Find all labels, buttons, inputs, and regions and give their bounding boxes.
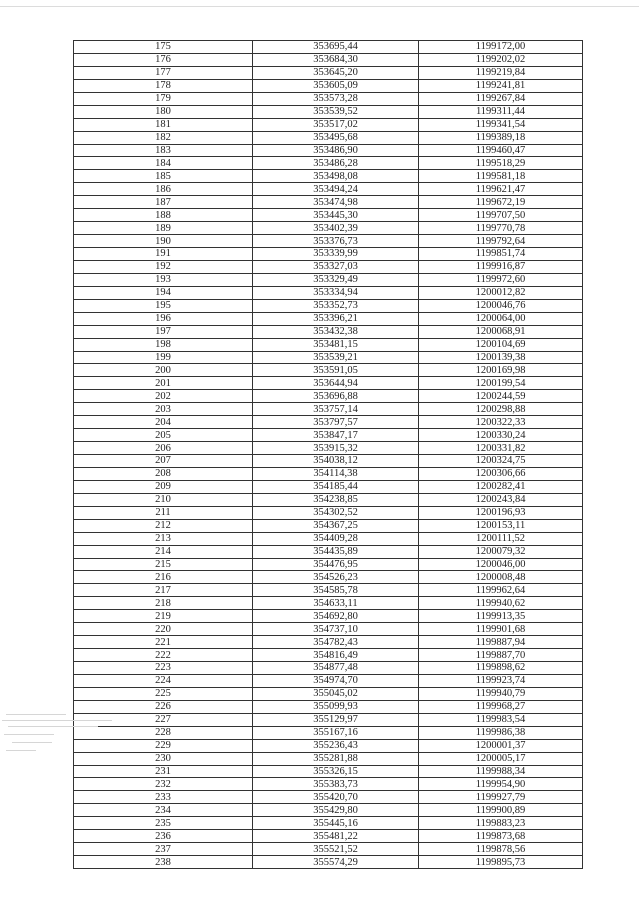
y-coordinate-cell: 1200282,41	[419, 480, 583, 493]
x-coordinate-cell: 353376,73	[253, 235, 419, 248]
point-number-cell: 214	[74, 545, 253, 558]
table-row	[74, 79, 583, 92]
table-row	[74, 273, 583, 286]
x-coordinate-cell: 355521,52	[253, 843, 419, 856]
y-coordinate-cell: 1199927,79	[419, 791, 583, 804]
table-row	[74, 752, 583, 765]
x-coordinate-cell: 353605,09	[253, 79, 419, 92]
x-coordinate-cell: 354367,25	[253, 519, 419, 532]
table-row	[74, 157, 583, 170]
table-row	[74, 455, 583, 468]
table-row	[74, 856, 583, 869]
x-coordinate-cell: 355167,16	[253, 726, 419, 739]
table-row	[74, 765, 583, 778]
table-row	[74, 260, 583, 273]
y-coordinate-cell: 1199900,89	[419, 804, 583, 817]
table-row	[74, 571, 583, 584]
y-coordinate-cell: 1200298,88	[419, 403, 583, 416]
point-number-cell: 209	[74, 480, 253, 493]
y-coordinate-cell: 1200001,37	[419, 739, 583, 752]
x-coordinate-cell: 353396,21	[253, 312, 419, 325]
point-number-cell: 234	[74, 804, 253, 817]
point-number-cell: 180	[74, 105, 253, 118]
x-coordinate-cell: 355045,02	[253, 687, 419, 700]
table-row	[74, 649, 583, 662]
point-number-cell: 182	[74, 131, 253, 144]
y-coordinate-cell: 1200104,69	[419, 338, 583, 351]
x-coordinate-cell: 353517,02	[253, 118, 419, 131]
point-number-cell: 215	[74, 558, 253, 571]
table-row	[74, 817, 583, 830]
y-coordinate-cell: 1199581,18	[419, 170, 583, 183]
point-number-cell: 198	[74, 338, 253, 351]
x-coordinate-cell: 354633,11	[253, 597, 419, 610]
y-coordinate-cell: 1200330,24	[419, 429, 583, 442]
x-coordinate-cell: 355383,73	[253, 778, 419, 791]
point-number-cell: 227	[74, 713, 253, 726]
x-coordinate-cell: 354038,12	[253, 455, 419, 468]
x-coordinate-cell: 353573,28	[253, 92, 419, 105]
table-row	[74, 390, 583, 403]
table-row	[74, 636, 583, 649]
x-coordinate-cell: 353402,39	[253, 222, 419, 235]
y-coordinate-cell: 1199962,64	[419, 584, 583, 597]
y-coordinate-cell: 1200243,84	[419, 493, 583, 506]
y-coordinate-cell: 1199241,81	[419, 79, 583, 92]
point-number-cell: 237	[74, 843, 253, 856]
y-coordinate-cell: 1199895,73	[419, 856, 583, 869]
table-row	[74, 403, 583, 416]
y-coordinate-cell: 1200012,82	[419, 286, 583, 299]
y-coordinate-cell: 1199873,68	[419, 830, 583, 843]
point-number-cell: 233	[74, 791, 253, 804]
point-number-cell: 208	[74, 467, 253, 480]
x-coordinate-cell: 353495,68	[253, 131, 419, 144]
point-number-cell: 204	[74, 416, 253, 429]
point-number-cell: 236	[74, 830, 253, 843]
point-number-cell: 226	[74, 700, 253, 713]
table-row	[74, 830, 583, 843]
x-coordinate-cell: 355574,29	[253, 856, 419, 869]
x-coordinate-cell: 354782,43	[253, 636, 419, 649]
x-coordinate-cell: 354816,49	[253, 649, 419, 662]
table-row	[74, 493, 583, 506]
x-coordinate-cell: 354185,44	[253, 480, 419, 493]
x-coordinate-cell: 353684,30	[253, 53, 419, 66]
y-coordinate-cell: 1200068,91	[419, 325, 583, 338]
table-row	[74, 196, 583, 209]
point-number-cell: 235	[74, 817, 253, 830]
point-number-cell: 201	[74, 377, 253, 390]
y-coordinate-cell: 1199916,87	[419, 260, 583, 273]
x-coordinate-cell: 353339,99	[253, 248, 419, 261]
table-row	[74, 778, 583, 791]
x-coordinate-cell: 354302,52	[253, 506, 419, 519]
point-number-cell: 222	[74, 649, 253, 662]
x-coordinate-cell: 354692,80	[253, 610, 419, 623]
y-coordinate-cell: 1200244,59	[419, 390, 583, 403]
table-row	[74, 170, 583, 183]
x-coordinate-cell: 355481,22	[253, 830, 419, 843]
table-row	[74, 131, 583, 144]
table-row	[74, 377, 583, 390]
point-number-cell: 199	[74, 351, 253, 364]
x-coordinate-cell: 355236,43	[253, 739, 419, 752]
x-coordinate-cell: 353474,98	[253, 196, 419, 209]
y-coordinate-cell: 1200008,48	[419, 571, 583, 584]
point-number-cell: 212	[74, 519, 253, 532]
table-row	[74, 41, 583, 54]
point-number-cell: 200	[74, 364, 253, 377]
point-number-cell: 193	[74, 273, 253, 286]
y-coordinate-cell: 1200306,66	[419, 467, 583, 480]
point-number-cell: 187	[74, 196, 253, 209]
point-number-cell: 191	[74, 248, 253, 261]
point-number-cell: 217	[74, 584, 253, 597]
x-coordinate-cell: 353329,49	[253, 273, 419, 286]
point-number-cell: 230	[74, 752, 253, 765]
table-row	[74, 623, 583, 636]
y-coordinate-cell: 1200064,00	[419, 312, 583, 325]
table-row	[74, 66, 583, 79]
point-number-cell: 184	[74, 157, 253, 170]
y-coordinate-cell: 1200199,54	[419, 377, 583, 390]
table-row	[74, 183, 583, 196]
y-coordinate-cell: 1199887,94	[419, 636, 583, 649]
table-row	[74, 351, 583, 364]
point-number-cell: 177	[74, 66, 253, 79]
x-coordinate-cell: 354476,95	[253, 558, 419, 571]
y-coordinate-cell: 1199878,56	[419, 843, 583, 856]
x-coordinate-cell: 353494,24	[253, 183, 419, 196]
y-coordinate-cell: 1200322,33	[419, 416, 583, 429]
x-coordinate-cell: 354114,38	[253, 467, 419, 480]
y-coordinate-cell: 1200111,52	[419, 532, 583, 545]
y-coordinate-cell: 1199898,62	[419, 662, 583, 675]
point-number-cell: 195	[74, 299, 253, 312]
x-coordinate-cell: 355429,80	[253, 804, 419, 817]
x-coordinate-cell: 353486,28	[253, 157, 419, 170]
table-row	[74, 584, 583, 597]
y-coordinate-cell: 1200169,98	[419, 364, 583, 377]
point-number-cell: 211	[74, 506, 253, 519]
point-number-cell: 221	[74, 636, 253, 649]
table-row	[74, 429, 583, 442]
y-coordinate-cell: 1200046,00	[419, 558, 583, 571]
y-coordinate-cell: 1199707,50	[419, 209, 583, 222]
y-coordinate-cell: 1199940,62	[419, 597, 583, 610]
margin-scan-artifact	[2, 712, 120, 758]
table-row	[74, 480, 583, 493]
x-coordinate-cell: 353591,05	[253, 364, 419, 377]
point-number-cell: 238	[74, 856, 253, 869]
point-number-cell: 188	[74, 209, 253, 222]
y-coordinate-cell: 1199851,74	[419, 248, 583, 261]
x-coordinate-cell: 353481,15	[253, 338, 419, 351]
y-coordinate-cell: 1199172,00	[419, 41, 583, 54]
x-coordinate-cell: 353334,94	[253, 286, 419, 299]
table-row	[74, 532, 583, 545]
y-coordinate-cell: 1199940,79	[419, 687, 583, 700]
y-coordinate-cell: 1199672,19	[419, 196, 583, 209]
point-number-cell: 206	[74, 442, 253, 455]
point-number-cell: 228	[74, 726, 253, 739]
point-number-cell: 202	[74, 390, 253, 403]
point-number-cell: 225	[74, 687, 253, 700]
y-coordinate-cell: 1199968,27	[419, 700, 583, 713]
x-coordinate-cell: 353539,52	[253, 105, 419, 118]
table-row	[74, 209, 583, 222]
y-coordinate-cell: 1199219,84	[419, 66, 583, 79]
table-row	[74, 92, 583, 105]
x-coordinate-cell: 354526,23	[253, 571, 419, 584]
point-number-cell: 205	[74, 429, 253, 442]
x-coordinate-cell: 353645,20	[253, 66, 419, 79]
x-coordinate-cell: 353847,17	[253, 429, 419, 442]
x-coordinate-cell: 355445,16	[253, 817, 419, 830]
point-number-cell: 186	[74, 183, 253, 196]
point-number-cell: 220	[74, 623, 253, 636]
x-coordinate-cell: 353757,14	[253, 403, 419, 416]
y-coordinate-cell: 1199883,23	[419, 817, 583, 830]
table-row	[74, 674, 583, 687]
point-number-cell: 231	[74, 765, 253, 778]
y-coordinate-cell: 1199518,29	[419, 157, 583, 170]
table-row	[74, 662, 583, 675]
x-coordinate-cell: 354974,70	[253, 674, 419, 687]
table-row	[74, 610, 583, 623]
y-coordinate-cell: 1199972,60	[419, 273, 583, 286]
table-row	[74, 53, 583, 66]
point-number-cell: 203	[74, 403, 253, 416]
x-coordinate-cell: 353445,30	[253, 209, 419, 222]
y-coordinate-cell: 1199202,02	[419, 53, 583, 66]
y-coordinate-cell: 1200324,75	[419, 455, 583, 468]
x-coordinate-cell: 355281,88	[253, 752, 419, 765]
x-coordinate-cell: 353327,03	[253, 260, 419, 273]
table-row	[74, 506, 583, 519]
y-coordinate-cell: 1199389,18	[419, 131, 583, 144]
table-row	[74, 687, 583, 700]
x-coordinate-cell: 353539,21	[253, 351, 419, 364]
table-row	[74, 597, 583, 610]
table-row	[74, 726, 583, 739]
y-coordinate-cell: 1199986,38	[419, 726, 583, 739]
table-row	[74, 416, 583, 429]
table-row	[74, 558, 583, 571]
table-row	[74, 338, 583, 351]
x-coordinate-cell: 353797,57	[253, 416, 419, 429]
x-coordinate-cell: 353695,44	[253, 41, 419, 54]
y-coordinate-cell: 1199770,78	[419, 222, 583, 235]
y-coordinate-cell: 1200046,76	[419, 299, 583, 312]
y-coordinate-cell: 1199460,47	[419, 144, 583, 157]
point-number-cell: 190	[74, 235, 253, 248]
point-number-cell: 175	[74, 41, 253, 54]
point-number-cell: 176	[74, 53, 253, 66]
point-number-cell: 219	[74, 610, 253, 623]
table-row	[74, 545, 583, 558]
table-row	[74, 299, 583, 312]
table-row	[74, 118, 583, 131]
point-number-cell: 189	[74, 222, 253, 235]
y-coordinate-cell: 1200331,82	[419, 442, 583, 455]
table-row	[74, 312, 583, 325]
y-coordinate-cell: 1199341,54	[419, 118, 583, 131]
y-coordinate-cell: 1200079,32	[419, 545, 583, 558]
table-row	[74, 519, 583, 532]
coordinates-table-body	[74, 41, 583, 869]
x-coordinate-cell: 354877,48	[253, 662, 419, 675]
x-coordinate-cell: 354585,78	[253, 584, 419, 597]
y-coordinate-cell: 1199988,34	[419, 765, 583, 778]
x-coordinate-cell: 353915,32	[253, 442, 419, 455]
point-number-cell: 213	[74, 532, 253, 545]
point-number-cell: 223	[74, 662, 253, 675]
y-coordinate-cell: 1199311,44	[419, 105, 583, 118]
y-coordinate-cell: 1199923,74	[419, 674, 583, 687]
x-coordinate-cell: 353352,73	[253, 299, 419, 312]
table-row	[74, 248, 583, 261]
x-coordinate-cell: 355099,93	[253, 700, 419, 713]
x-coordinate-cell: 353644,94	[253, 377, 419, 390]
x-coordinate-cell: 355129,97	[253, 713, 419, 726]
y-coordinate-cell: 1199901,68	[419, 623, 583, 636]
point-number-cell: 232	[74, 778, 253, 791]
x-coordinate-cell: 353486,90	[253, 144, 419, 157]
y-coordinate-cell: 1199792,64	[419, 235, 583, 248]
point-number-cell: 216	[74, 571, 253, 584]
x-coordinate-cell: 353432,38	[253, 325, 419, 338]
x-coordinate-cell: 354238,85	[253, 493, 419, 506]
table-row	[74, 442, 583, 455]
y-coordinate-cell: 1200153,11	[419, 519, 583, 532]
y-coordinate-cell: 1199621,47	[419, 183, 583, 196]
table-row	[74, 144, 583, 157]
point-number-cell: 183	[74, 144, 253, 157]
page-top-rule	[0, 6, 639, 7]
y-coordinate-cell: 1199913,35	[419, 610, 583, 623]
table-row	[74, 235, 583, 248]
point-number-cell: 196	[74, 312, 253, 325]
table-row	[74, 286, 583, 299]
x-coordinate-cell: 354737,10	[253, 623, 419, 636]
y-coordinate-cell: 1199983,54	[419, 713, 583, 726]
y-coordinate-cell: 1200139,38	[419, 351, 583, 364]
y-coordinate-cell: 1199267,84	[419, 92, 583, 105]
x-coordinate-cell: 353696,88	[253, 390, 419, 403]
y-coordinate-cell: 1199887,70	[419, 649, 583, 662]
point-number-cell: 224	[74, 674, 253, 687]
y-coordinate-cell: 1200196,93	[419, 506, 583, 519]
point-number-cell: 192	[74, 260, 253, 273]
x-coordinate-cell: 355326,15	[253, 765, 419, 778]
table-row	[74, 325, 583, 338]
x-coordinate-cell: 354435,89	[253, 545, 419, 558]
table-row	[74, 791, 583, 804]
point-number-cell: 207	[74, 455, 253, 468]
point-number-cell: 185	[74, 170, 253, 183]
table-row	[74, 739, 583, 752]
point-number-cell: 218	[74, 597, 253, 610]
y-coordinate-cell: 1199954,90	[419, 778, 583, 791]
point-number-cell: 179	[74, 92, 253, 105]
table-row	[74, 364, 583, 377]
point-number-cell: 229	[74, 739, 253, 752]
table-row	[74, 843, 583, 856]
table-row	[74, 804, 583, 817]
table-row	[74, 467, 583, 480]
coordinates-table	[73, 40, 583, 869]
y-coordinate-cell: 1200005,17	[419, 752, 583, 765]
point-number-cell: 178	[74, 79, 253, 92]
table-row	[74, 105, 583, 118]
point-number-cell: 197	[74, 325, 253, 338]
table-row	[74, 222, 583, 235]
x-coordinate-cell: 353498,08	[253, 170, 419, 183]
point-number-cell: 194	[74, 286, 253, 299]
point-number-cell: 181	[74, 118, 253, 131]
x-coordinate-cell: 355420,70	[253, 791, 419, 804]
x-coordinate-cell: 354409,28	[253, 532, 419, 545]
table-row	[74, 700, 583, 713]
point-number-cell: 210	[74, 493, 253, 506]
table-row	[74, 713, 583, 726]
